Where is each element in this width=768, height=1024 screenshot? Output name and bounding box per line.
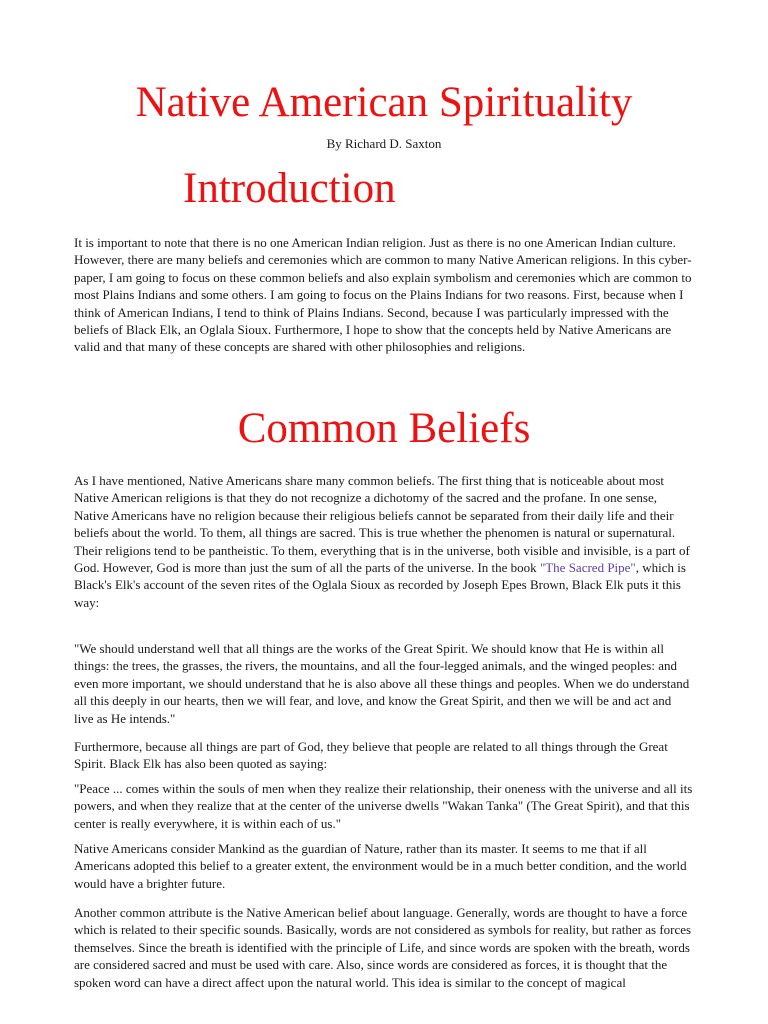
paragraph-text-after-link: , which is Black's Elk's account of the seven rites of the Oglala Sioux as recorded by Joseph Epes Brown, Black Elk puts it this way: [74,560,686,610]
section-heading-common-beliefs: Common Beliefs [237,405,531,452]
black-elk-quote-great-spirit: "We should understand well that all things are the works of the Great Spirit. We should know that He is within all things: the trees, the grasses, the rivers, the mountains, and all the four-legged animals, and the winged peoples: and even more important, we should understand that he is also above all these things and peoples. When we do understand all this deeply in our hearts, then we will fear, and love, and know the Great Spirit, and then we will be and act and live as He intends." [74,641,690,726]
guardian-of-nature-paragraph: Native Americans consider Mankind as the guardian of Nature, rather than its master. It seems to me that if all Americans adopted this belief to a greater extent, the environment would be in a much better condition, and the world would have a brighter future. [74,841,687,891]
author-byline: By Richard D. Saxton [326,136,442,151]
document-title: Native American Spirituality [135,79,633,126]
introduction-paragraph: It is important to note that there is no one American Indian religion. Just as there is no one American Indian culture. However, there are many beliefs and ceremonies which are common to many Native American religions. In this cyber-paper, I am going to focus on these common beliefs and also explain symbolism and ceremonies which are common to most Plains Indians and some others. I am going to focus on the Plains Indians for two reasons. First, because when I think of American Indians, I tend to think of Plains Indians. Second, because I was particularly impressed with the beliefs of Black Elk, an Oglala Sioux. Furthermore, I hope to show that the concepts held by Native Americans are valid and that many of these concepts are shared with other philosophies and religions. [74,235,692,355]
relatedness-paragraph: Furthermore, because all things are part of God, they believe that people are related to all things through the Great Spirit. Black Elk has also been quoted as saying: [74,739,668,772]
language-belief-paragraph: Another common attribute is the Native American belief about language. Generally, words are thought to have a force which is related to their specific sounds. Basically, words are not considered as symbols for reality, but rather as forces themselves. Since the breath is identified with the principle of Life, and since words are spoken with the breath, words are considered sacred and must be used with care. Also, since words are considered as forces, it is thought that the spoken word can have a direct affect upon the natural world. This idea is similar to the concept of magical [74,905,692,990]
section-heading-introduction: Introduction [183,165,396,212]
black-elk-quote-peace: "Peace ... comes within the souls of men when they realize their relationship, their oneness with the universe and all its powers, and when they realize that at the center of the universe dwells "Wakan Tanka" (The Great Spirit), and that this center is really everywhere, it is within each of us." [74,781,693,831]
sacred-pipe-link[interactable]: "The Sacred Pipe" [539,560,636,576]
paragraph-text-before-link: As I have mentioned, Native Americans share many common beliefs. The first thing that is noticeable about most Native American religions is that they do not recognize a dichotomy of the sacred and the profane. In one sense, Native Americans have no religion because their religious beliefs cannot be separated from their daily life and their beliefs about the world. To them, all things are sacred. This is true whether the phenomen is natural or supernatural. Their religions tend to be pantheistic. To them, everything that is in the universe, both visible and invisible, is a part of God. However, God is more than just the sum of all the parts of the universe. In the book [74,473,690,576]
common-beliefs-paragraph [74,472,694,611]
